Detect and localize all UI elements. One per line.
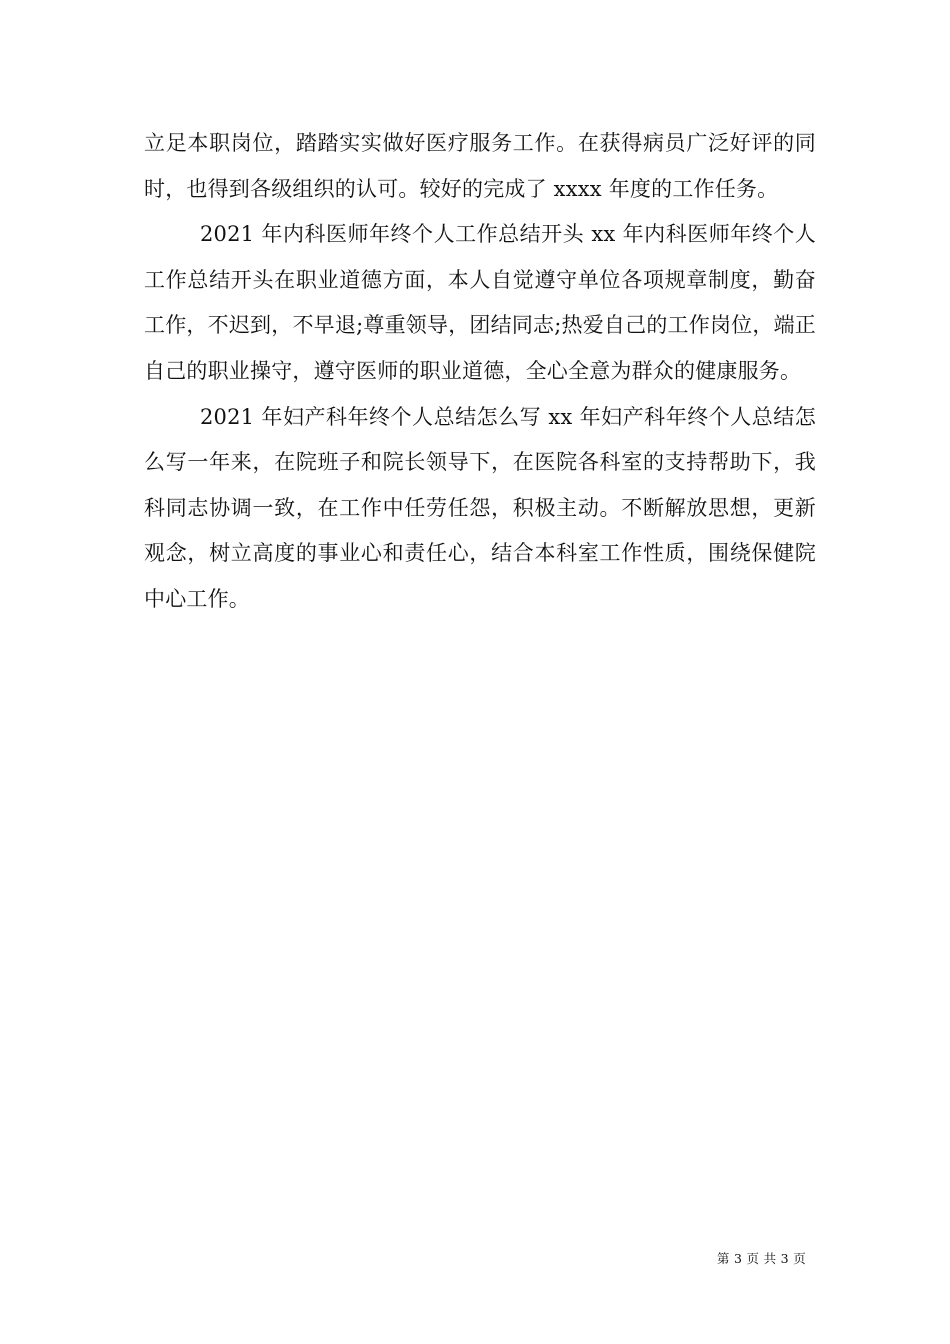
page-number-footer: 第 3 页 共 3 页 (716, 1251, 806, 1266)
paragraph-1: 立足本职岗位，踏踏实实做好医疗服务工作。在获得病员广泛好评的同时，也得到各级组织的认可。较好的完成了 xxxx 年度的工作任务。 (144, 131, 816, 201)
document-body (144, 121, 816, 623)
paragraph-3: 2021 年妇产科年终个人总结怎么写 xx 年妇产科年终个人总结怎么写一年来，在院班子和院长领导下，在医院各科室的支持帮助下，我科同志协调一致，在工作中任劳任怨，积极主动。不断解放思想，更新观念，树立高度的事业心和责任心，结合本科室工作性质，围绕保健院中心工作。 (144, 404, 816, 611)
paragraph-2: 2021 年内科医师年终个人工作总结开头 xx 年内科医师年终个人工作总结开头在职业道德方面，本人自觉遵守单位各项规章制度，勤奋工作，不迟到，不早退;尊重领导，团结同志;热爱自己的工作岗位，端正自己的职业操守，遵守医师的职业道德，全心全意为群众的健康服务。 (144, 222, 816, 383)
